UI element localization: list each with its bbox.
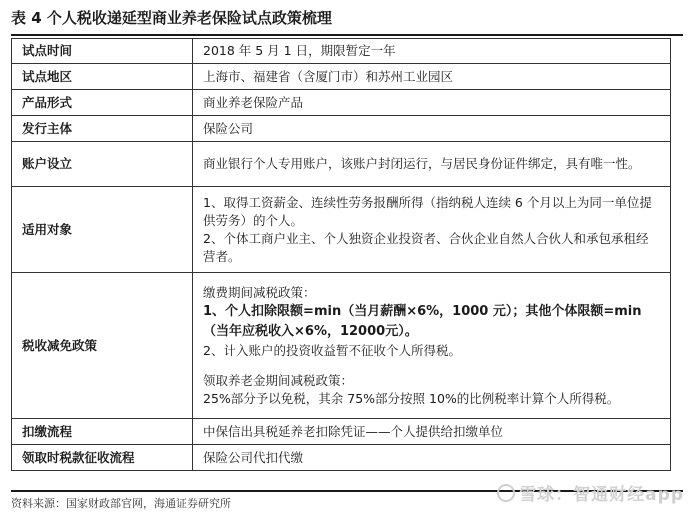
row-label: 扣缴流程 (12, 419, 193, 445)
pay-period-line-1: 1、个人扣除限额=min（当月薪酬×6%，1000 元）；其他个体限额=min（当年应税收入×6%，12000元）。 (203, 303, 642, 339)
table-row (12, 273, 671, 419)
row-label: 试点地区 (12, 64, 193, 90)
table-row (12, 90, 671, 116)
row-label: 试点时间 (12, 39, 193, 64)
target-line-1: 1、取得工资薪金、连续性劳务报酬所得（指纳税人连续 6 个月以上为同一单位提供劳务）的个人。 (203, 194, 652, 228)
row-label: 税收减免政策 (12, 273, 193, 419)
pay-period-heading: 缴费期间减税政策： (203, 284, 316, 300)
row-value: 上海市、福建省（含厦门市）和苏州工业园区 (193, 64, 671, 90)
row-label: 账户设立 (12, 142, 193, 187)
draw-period-line: 25%部分予以免税，其余 75%部分按照 10%的比例税率计算个人所得税。 (203, 390, 620, 406)
table-row (12, 116, 671, 142)
row-label: 适用对象 (12, 187, 193, 273)
snowball-logo-icon (497, 484, 515, 502)
row-value (193, 187, 671, 273)
pay-period-line-2: 2、计入账户的投资收益暂不征收个人所得税。 (203, 342, 461, 358)
source-note: 资料来源：国家财政部官网，海通证券研究所 (11, 490, 683, 512)
row-value: 保险公司 (193, 116, 671, 142)
row-label: 领取时税款征收流程 (12, 445, 193, 471)
watermark (497, 480, 684, 505)
draw-period-heading: 领取养老金期间减税政策： (203, 372, 354, 388)
spacer (203, 360, 660, 372)
row-value (193, 273, 671, 419)
row-value: 商业养老保险产品 (193, 90, 671, 116)
row-label: 发行主体 (12, 116, 193, 142)
row-value: 中保信出具税延养老扣除凭证——个人提供给扣缴单位 (193, 419, 671, 445)
table-row (12, 142, 671, 187)
table-row (12, 445, 671, 471)
row-value: 商业银行个人专用账户，该账户封闭运行，与居民身份证件绑定，具有唯一性。 (193, 142, 671, 187)
table-row (12, 39, 671, 64)
row-label: 产品形式 (12, 90, 193, 116)
policy-table (11, 38, 671, 471)
target-line-2: 2、个体工商户业主、个人独资企业投资者、合伙企业自然人合伙人和承包承租经营者。 (203, 230, 649, 264)
table-row (12, 64, 671, 90)
table-title: 表 4 个人税收递延型商业养老保险试点政策梳理 (11, 6, 683, 36)
watermark-text: 雪球：智通财经app (519, 485, 684, 505)
row-value: 2018 年 5 月 1 日，期限暂定一年 (193, 39, 671, 64)
row-value: 保险公司代扣代缴 (193, 445, 671, 471)
table-row (12, 187, 671, 273)
table-row (12, 419, 671, 445)
